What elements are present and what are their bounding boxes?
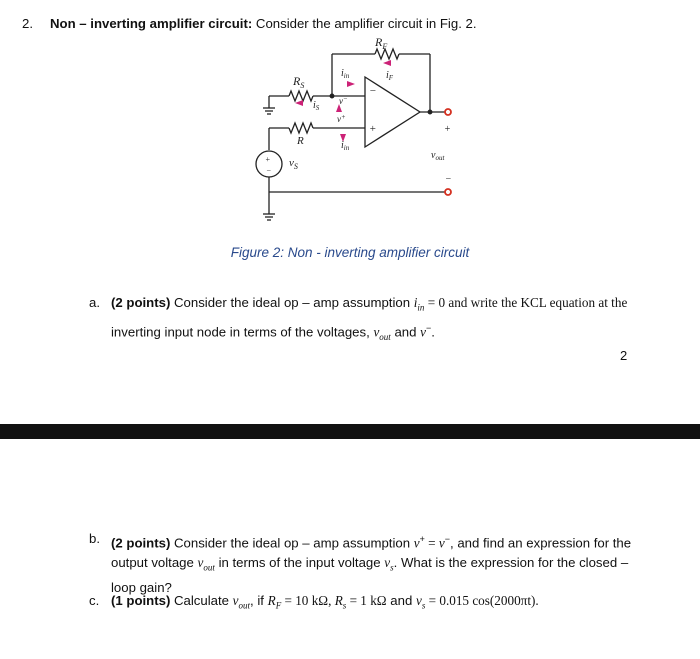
label-src-plus: + [265, 155, 271, 164]
label-out-minus: − [445, 174, 452, 185]
r-resistor [289, 123, 313, 133]
question-number: 2. [22, 16, 33, 31]
label-op-minus: − [369, 85, 377, 97]
label-src-minus: − [266, 166, 272, 175]
part-a-points: (2 points) [111, 295, 171, 310]
part-a-label: a. [89, 295, 100, 310]
label-vminus: v− [339, 95, 348, 106]
rs-resistor [289, 91, 313, 101]
question-intro: Consider the amplifier circuit in Fig. 2. [252, 16, 477, 31]
question-title: Non – inverting amplifier circuit: [50, 16, 253, 31]
output-terminal-top [445, 109, 451, 115]
figure-caption: Figure 2: Non - inverting amplifier circuit [230, 245, 470, 260]
label-iin-bottom: $i_{in}$ [341, 140, 350, 152]
label-rf: $R_F$ [375, 35, 388, 51]
label-vplus: v+ [337, 113, 346, 124]
label-vs: $v_S$ [289, 157, 298, 171]
part-c: c. (1 points) Calculate $v_{out}$, if $R_F = 10$ kΩ, $R_s = 1$ kΩ and $v_s = 0.015$ cos(2000πt). [89, 593, 539, 611]
label-out-plus: + [444, 124, 451, 135]
page-separator-bar [0, 424, 700, 439]
label-is: $i_S$ [313, 100, 320, 112]
page-number: 2 [620, 348, 628, 363]
if-arrow [383, 60, 391, 66]
output-terminal-bottom [445, 189, 451, 195]
question-heading [22, 16, 477, 31]
label-iin-top: $i_{in}$ [341, 68, 350, 80]
part-c-points: (1 points) [111, 593, 171, 608]
part-c-label: c. [89, 593, 100, 608]
part-a: a. (2 points) Consider the ideal op – amp assumption $i_{in} = 0$ and write the KCL equation at the inverting input node in terms of the voltages, $v_{out}$ and v−. [89, 295, 628, 342]
label-rs: $R_S$ [293, 74, 305, 90]
label-vout: $v_{out}$ [431, 150, 445, 162]
part-b-label: b. [89, 531, 100, 546]
label-r: R [297, 135, 304, 147]
part-b-points: (2 points) [111, 535, 171, 551]
circuit-diagram [255, 32, 465, 232]
label-op-plus: + [369, 123, 377, 135]
iin-top-arrow [347, 81, 355, 87]
label-if: $i_F$ [386, 70, 394, 82]
part-b: b. (2 points) Consider the ideal op – amp assumption v+ = v−, and find an expression for the output voltage $v_{out}$ in terms of the input voltage $v_s$. What is the expression for the closed – loop gain? [89, 531, 632, 596]
is-arrow [295, 100, 303, 106]
